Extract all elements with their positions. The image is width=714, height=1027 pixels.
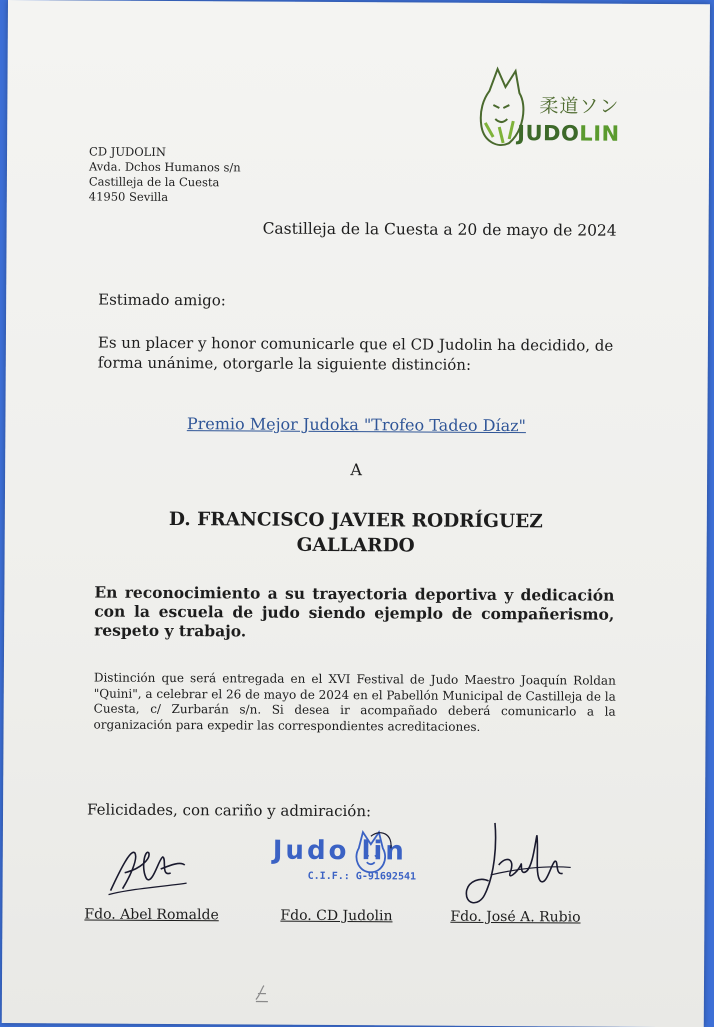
sender-line: CD JUDOLIN <box>89 144 166 159</box>
intro-paragraph: Es un placer y honor comunicarle que el CD Judolin ha decidido, de forma unánime, otorgarle la siguiente distinción: <box>97 333 614 374</box>
logo-word-suffix: LIN <box>579 121 620 146</box>
signatory-cd-judolin: Fdo. CD Judolin <box>280 907 393 925</box>
sender-line: 41950 Sevilla <box>88 189 169 204</box>
a-letter: A <box>350 460 362 480</box>
logo-wordmark <box>517 121 620 146</box>
signature-abel-icon <box>101 839 191 900</box>
recipient-name <box>5 506 707 560</box>
stamp-text: Judo lin <box>272 835 407 867</box>
award-title <box>5 413 707 436</box>
greeting: Estimado amigo: <box>98 290 226 310</box>
date-line: Castilleja de la Cuesta a 20 de mayo de 2024 <box>262 219 617 240</box>
stamp-cif: C.I.F.: G-91692541 <box>307 870 417 883</box>
award-title-text: Premio Mejor Judoka "Trofeo Tadeo Díaz" <box>186 414 526 436</box>
recipient-line-1: D. FRANCISCO JAVIER RODRÍGUEZ <box>168 508 543 533</box>
recipient-line-2: GALLARDO <box>296 534 415 557</box>
signatory-abel: Fdo. Abel Romalde <box>84 906 219 924</box>
closing-line: Felicidades, con cariño y admiración: <box>87 800 372 821</box>
logo-kanji: 柔道ソン <box>539 95 620 118</box>
signature-jose-icon <box>454 815 575 914</box>
sender-line: Avda. Dchos Humanos s/n <box>88 159 241 175</box>
logo-word-prefix: JUDO <box>517 121 580 146</box>
stamp-cat-icon <box>351 828 397 876</box>
letter-page <box>2 0 710 1027</box>
sender-line: Castilleja de la Cuesta <box>88 174 220 190</box>
signatory-jose: Fdo. José A. Rubio <box>450 908 581 926</box>
page-mark-icon <box>252 982 272 1004</box>
details-paragraph: Distinción que será entregada en el XVI Festival de Judo Maestro Joaquín Roldan "Quini", a celebrar el 26 de mayo de 2024 en el Pabellón Municipal de Castilleja de la Cuesta, c/ Zurbarán s/n. Si desea ir acompañado deberá comunicarlo a la organización para expedir las correspondientes acreditaciones. <box>93 670 616 734</box>
sender-address <box>89 144 241 205</box>
recognition-paragraph: En reconocimiento a su trayectoria deportiva y dedicación con la escuela de judo siendo ejemplo de compañerismo, respeto y trabajo. <box>94 582 615 641</box>
